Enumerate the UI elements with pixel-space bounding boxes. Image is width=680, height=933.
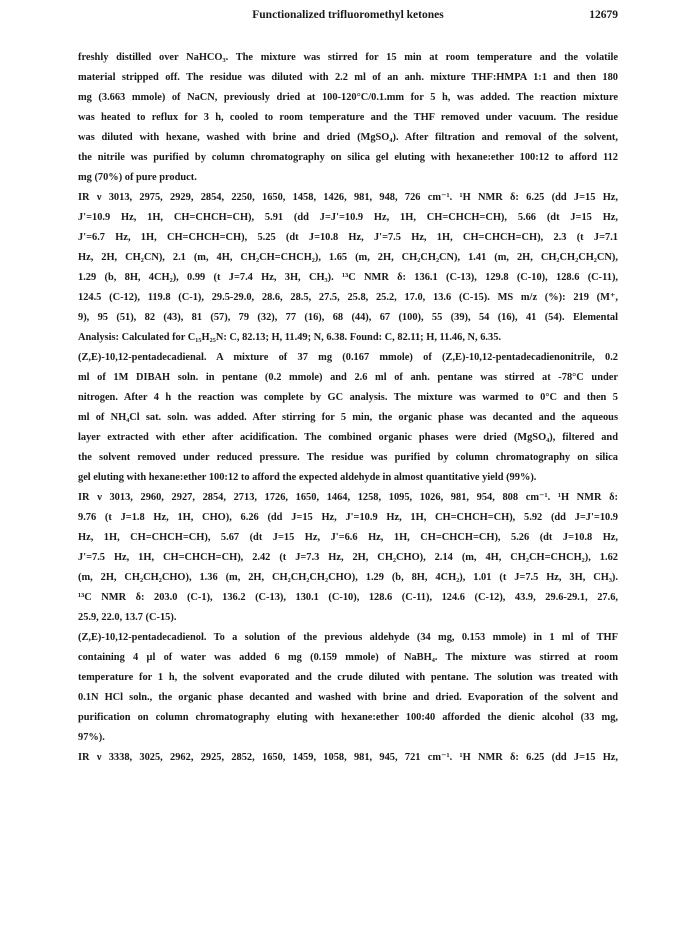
text-line: (Z,E)-10,12-pentadecadienol. To a solution of the previous aldehyde (34 mg, 0.153 mmole) in 1 ml of THF [78,632,618,643]
text-line: 25.9, 22.0, 13.7 (C-15). [78,612,177,623]
text-line: freshly distilled over NaHCO₃. The mixture was stirred for 15 min at room temperature and the volatile [78,52,618,63]
text-line: (m, 2H, CH₂CH₂CHO), 1.36 (m, 2H, CH₂CH₂CH₂CHO), 1.29 (b, 8H, 4CH₂), 1.01 (t J=7.5 Hz, 3H, CH₃). [78,572,618,583]
body-text [78,48,618,768]
text-line: 9.76 (t J=1.8 Hz, 1H, CHO), 6.26 (dd J=15 Hz, J'=10.9 Hz, 1H, CH=CHCH=CH), 5.92 (dd J=J'=10.9 [78,512,618,523]
text-line: was diluted with hexane, washed with brine and dried (MgSO₄). After filtration and removal of the solvent, [78,132,618,143]
text-line: nitrogen. After 4 h the reaction was complete by GC analysis. The mixture was warmed to 0°C and then 5 [78,392,618,403]
text-line: ml of 1M DIBAH soln. in pentane (0.2 mmole) and 2.6 ml of anh. pentane was stirred at -78°C under [78,372,618,383]
text-line: Analysis: Calculated for C₁₅H₂₅N: C, 82.13; H, 11.49; N, 6.38. Found: C, 82.11; H, 11.46, N, 6.35. [78,332,501,343]
text-line: J'=10.9 Hz, 1H, CH=CHCH=CH), 5.91 (dd J=J'=10.9 Hz, 1H, CH=CHCH=CH), 5.66 (dt J=15 Hz, [78,212,618,223]
text-line: material stripped off. The residue was diluted with 2.2 ml of an anh. mixture THF:HMPA 1:1 and then 180 [78,72,618,83]
running-title: Functionalized trifluoromethyl ketones [252,9,444,21]
text-line: Hz, 2H, CH₂CN), 2.1 (m, 4H, CH₂CH=CHCH₂), 1.65 (m, 2H, CH₂CH₂CN), 1.41 (m, 2H, CH₂CH₂CH₂CN), [78,252,618,263]
text-line: J'=6.7 Hz, 1H, CH=CHCH=CH), 5.25 (dt J=10.8 Hz, J'=7.5 Hz, 1H, CH=CHCH=CH), 2.3 (t J=7.1 [78,232,618,243]
text-line: temperature for 1 h, the solvent evaporated and the crude diluted with pentane. The solution was treated with [78,672,618,683]
text-line: 0.1N HCl soln., the organic phase decanted and washed with brine and dried. Evaporation of the solvent and [78,692,618,703]
text-line: Hz, 1H, CH=CHCH=CH), 5.67 (dt J=15 Hz, J'=6.6 Hz, 1H, CH=CHCH=CH), 5.26 (dt J=10.8 Hz, [78,532,618,543]
text-line: mg (3.663 mmole) of NaCN, previously dried at 100-120°C/0.1.mm for 5 h, was added. The reaction mixture [78,92,618,103]
text-line: layer extracted with ether after acidification. The combined organic phases were dried (MgSO₄), filtered and [78,432,618,443]
text-line: 97%). [78,732,105,743]
text-line: was heated to reflux for 3 h, cooled to room temperature and the THF removed under vacuum. The residue [78,112,618,123]
text-line: gel eluting with hexane:ether 100:12 to afford the expected aldehyde in almost quantitative yield (99%). [78,472,537,483]
text-line: ml of NH₄Cl sat. soln. was added. After stirring for 5 min, the organic phase was decanted and the aqueous [78,412,618,423]
text-line: the solvent removed under reduced pressure. The residue was purified by column chromatography on silica [78,452,618,463]
text-line: 1.29 (b, 8H, 4CH₂), 0.99 (t J=7.4 Hz, 3H, CH₃). ¹³C NMR δ: 136.1 (C-13), 129.8 (C-10), 128.6 (C-11), [78,272,618,283]
text-line: IR ν 3338, 3025, 2962, 2925, 2852, 1650, 1459, 1058, 981, 945, 721 cm⁻¹. ¹H NMR δ: 6.25 (dd J=15 Hz, [78,752,618,763]
text-line: 124.5 (C-12), 119.8 (C-1), 29.5-29.0, 28.6, 28.5, 27.5, 25.8, 25.2, 17.0, 13.6 (C-15). MS m/z (%): 219 (M⁺, [78,292,618,303]
text-line: (Z,E)-10,12-pentadecadienal. A mixture of 37 mg (0.167 mmole) of (Z,E)-10,12-pentadecadienonitrile, 0.2 [78,352,618,363]
page-number: 12679 [589,9,618,21]
text-line: 9), 95 (51), 82 (43), 81 (57), 79 (32), 77 (16), 68 (44), 67 (100), 55 (39), 54 (16), 41 (54). Elemental [78,312,618,323]
page-header [78,9,618,25]
text-line: the nitrile was purified by column chromatography on silica gel eluting with hexane:ether 100:12 to afford 112 [78,152,618,163]
text-line: J'=7.5 Hz, 1H, CH=CHCH=CH), 2.42 (t J=7.3 Hz, 2H, CH₂CHO), 2.14 (m, 4H, CH₂CH=CHCH₂), 1.62 [78,552,618,563]
text-line: IR ν 3013, 2975, 2929, 2854, 2250, 1650, 1458, 1426, 981, 948, 726 cm⁻¹. ¹H NMR δ: 6.25 (dd J=15 Hz, [78,192,618,203]
text-line: ¹³C NMR δ: 203.0 (C-1), 136.2 (C-13), 130.1 (C-10), 128.6 (C-11), 124.6 (C-12), 43.9, 29.6-29.1, 27.6, [78,592,618,603]
text-line: IR ν 3013, 2960, 2927, 2854, 2713, 1726, 1650, 1464, 1258, 1095, 1026, 981, 954, 808 cm⁻¹. ¹H NMR δ: [78,492,618,503]
text-line: purification on column chromatography eluting with hexane:ether 100:40 afforded the dienic alcohol (33 mg, [78,712,618,723]
text-line: mg (70%) of pure product. [78,172,197,183]
text-line: containing 4 μl of water was added 6 mg (0.159 mmole) of NaBH₄. The mixture was stirred at room [78,652,618,663]
